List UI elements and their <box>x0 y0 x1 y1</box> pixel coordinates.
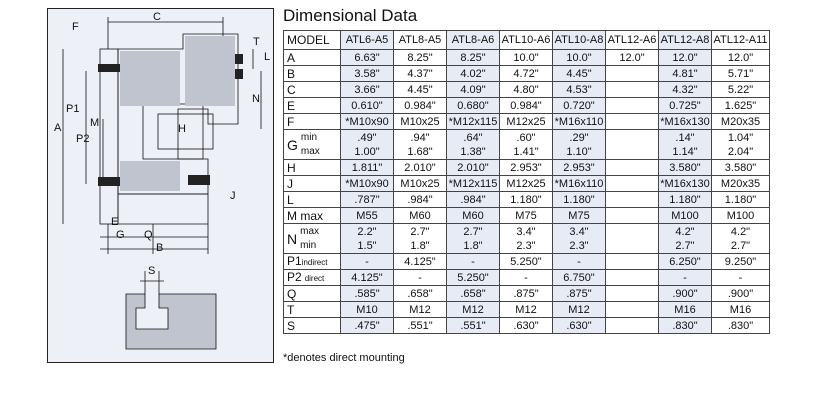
table-cell: 12.0" <box>712 50 770 66</box>
table-row <box>284 192 770 208</box>
table-cell-value: 2.3" <box>516 239 536 252</box>
table-cell: 0.725" <box>659 98 712 114</box>
table-cell: M55 <box>341 208 394 224</box>
table-cell: 0.720" <box>553 98 606 114</box>
table-cell: .830" <box>712 318 770 334</box>
footnote: *denotes direct mounting <box>283 352 405 364</box>
table-cell: 2.953" <box>500 160 553 176</box>
table-cell <box>553 130 606 160</box>
table-cell-value: 4.2" <box>730 225 751 238</box>
table-cell-value: 1.41" <box>513 145 539 158</box>
table-cell: .630" <box>500 318 553 334</box>
row-label <box>284 224 341 254</box>
table-cell-value: 3.4" <box>516 225 536 238</box>
model-col-header: ATL6-A5 <box>341 31 394 50</box>
table-cell: .475" <box>341 318 394 334</box>
table-cell: 1.180" <box>500 192 553 208</box>
row-label-text: P1 <box>287 253 302 268</box>
table-cell: - <box>553 254 606 270</box>
table-row <box>284 130 770 160</box>
row-label-text: A <box>287 50 296 65</box>
label-M: M <box>90 117 100 129</box>
row-label <box>284 160 341 176</box>
table-cell: 4.32" <box>659 82 712 98</box>
table-row <box>284 302 770 318</box>
table-row <box>284 82 770 98</box>
table-cell: 4.45" <box>394 82 447 98</box>
table-cell: 2.953" <box>553 160 606 176</box>
page-title: Dimensional Data <box>283 6 418 25</box>
table-cell-value: 1.00" <box>354 145 380 158</box>
table-cell: M60 <box>447 208 500 224</box>
table-cell: 1.180" <box>659 192 712 208</box>
table-cell: 0.984" <box>500 98 553 114</box>
table-cell <box>606 66 659 82</box>
label-A: A <box>54 122 62 134</box>
table-cell <box>500 224 553 254</box>
table-row <box>284 208 770 224</box>
table-cell: 6.750" <box>553 270 606 286</box>
row-label-sub <box>301 131 320 159</box>
table-cell <box>341 130 394 160</box>
table-cell: M100 <box>659 208 712 224</box>
table-cell: M12x25 <box>500 176 553 192</box>
table-cell: .830" <box>659 318 712 334</box>
row-label-text: P2 <box>287 269 302 284</box>
table-cell: M10x25 <box>394 176 447 192</box>
table-cell <box>606 98 659 114</box>
table-cell <box>341 224 394 254</box>
table-cell-value: 2.04" <box>727 145 754 158</box>
label-C: C <box>153 11 161 23</box>
table-cell: M12 <box>447 302 500 318</box>
row-label <box>284 302 341 318</box>
table-cell-value: 2.3" <box>569 239 589 252</box>
header-row <box>284 31 770 50</box>
row-label <box>284 82 341 98</box>
model-col-header: ATL10-A6 <box>500 31 553 50</box>
table-cell <box>712 224 770 254</box>
table-cell <box>447 224 500 254</box>
row-label-sub-item: min <box>300 131 318 143</box>
table-cell: 9.250" <box>712 254 770 270</box>
table-cell: 5.71" <box>712 66 770 82</box>
table-cell: 5.250" <box>500 254 553 270</box>
table-cell: 10.0" <box>553 50 606 66</box>
table-cell: M16 <box>712 302 770 318</box>
row-label-main: N <box>287 230 298 247</box>
label-J: J <box>230 190 236 202</box>
table-cell: 2.010" <box>447 160 500 176</box>
row-label-sub-item: max <box>300 145 320 157</box>
table-cell: 4.45" <box>553 66 606 82</box>
row-label-text: B <box>287 66 296 81</box>
table-cell: *M10x90 <box>341 176 394 192</box>
table-cell: 4.81" <box>659 66 712 82</box>
table-cell: .551" <box>447 318 500 334</box>
table-cell-value: 1.5" <box>357 239 377 252</box>
table-cell: 1.180" <box>553 192 606 208</box>
row-label <box>284 318 341 334</box>
row-label-text: S <box>287 318 296 333</box>
model-header: MODEL <box>284 31 341 50</box>
table-cell <box>606 160 659 176</box>
table-cell-value: 2.2" <box>357 225 377 238</box>
model-col-header: ATL12-A6 <box>606 31 659 50</box>
table-cell: - <box>500 270 553 286</box>
row-label-text: L <box>287 192 294 207</box>
label-B: B <box>156 242 164 254</box>
label-L: L <box>264 51 271 63</box>
row-label-text: Q <box>287 286 297 301</box>
table-cell: 1.180" <box>712 192 770 208</box>
table-row <box>284 114 770 130</box>
table-cell: 4.09" <box>447 82 500 98</box>
dimensional-data-table <box>283 30 770 334</box>
row-label-text: J <box>287 176 293 191</box>
table-row <box>284 318 770 334</box>
row-label <box>284 66 341 82</box>
table-cell: *M16x130 <box>660 177 710 190</box>
table-cell-value: .29" <box>569 131 589 144</box>
table-cell: M10x25 <box>394 114 447 130</box>
model-col-header: ATL12-A8 <box>659 31 712 50</box>
table-cell: 3.66" <box>341 82 394 98</box>
table-cell: *M10x90 <box>341 114 394 130</box>
model-col-header: ATL10-A8 <box>553 31 606 50</box>
row-label <box>284 270 341 286</box>
table-cell-value: 2.7" <box>730 239 751 252</box>
table-cell <box>606 114 659 130</box>
table-cell-value: 1.8" <box>463 239 483 252</box>
table-cell: .984" <box>447 192 500 208</box>
table-row <box>284 176 770 192</box>
table-cell: M12x25 <box>500 114 553 130</box>
table-cell: - <box>447 254 500 270</box>
table-cell-value: .60" <box>516 131 536 144</box>
table-cell: - <box>341 254 394 270</box>
row-label-sub-item: min <box>300 239 317 251</box>
table-cell: *M12x115 <box>447 176 500 192</box>
table-cell: .984" <box>394 192 447 208</box>
row-label-sub-item: max <box>300 225 320 237</box>
table-cell-value: 4.2" <box>675 225 695 238</box>
model-col-header: ATL8-A5 <box>394 31 447 50</box>
table-cell: 12.0" <box>659 50 712 66</box>
table-cell: M12 <box>553 302 606 318</box>
table-cell: .900" <box>659 286 712 302</box>
label-S: S <box>148 265 156 277</box>
table-cell: M75 <box>500 208 553 224</box>
model-col-header: ATL8-A6 <box>447 31 500 50</box>
table-cell: - <box>712 270 770 286</box>
table-cell-value: .14" <box>675 131 695 144</box>
table-cell <box>394 130 447 160</box>
table-cell: M12 <box>394 302 447 318</box>
table-cell: .900" <box>712 286 770 302</box>
label-G: G <box>116 229 125 241</box>
table-cell: M20x35 <box>712 114 770 130</box>
table-cell <box>712 130 770 160</box>
table-cell <box>606 224 659 254</box>
table-cell: 0.680" <box>447 98 500 114</box>
table-cell: 1.811" <box>341 160 394 176</box>
row-label <box>284 98 341 114</box>
table-cell <box>606 254 659 270</box>
row-label-suffix: indirect <box>301 257 328 267</box>
table-cell: M75 <box>553 208 606 224</box>
label-N: N <box>252 93 260 105</box>
table-row <box>284 286 770 302</box>
cross-section-diagram <box>48 9 275 364</box>
table-cell: 4.72" <box>500 66 553 82</box>
row-label-text: H <box>287 160 296 175</box>
table-cell-value: 1.04" <box>727 131 754 144</box>
row-label-suffix: direct <box>304 273 325 283</box>
table-cell: 4.125" <box>394 254 447 270</box>
label-T: T <box>253 36 260 48</box>
technical-drawing <box>47 8 274 363</box>
table-cell: *M16x130 <box>660 115 710 128</box>
table-cell: *M16x110 <box>553 176 606 192</box>
table-cell: 1.625" <box>712 98 770 114</box>
table-cell-value: 2.7" <box>463 225 483 238</box>
row-label <box>284 286 341 302</box>
table-cell: 3.580" <box>712 160 770 176</box>
table-cell: 12.0" <box>606 50 659 66</box>
table-cell <box>606 176 659 192</box>
row-label-sub <box>300 225 319 253</box>
table-row <box>284 224 770 254</box>
table-cell: M60 <box>394 208 447 224</box>
table-cell: 3.58" <box>341 66 394 82</box>
table-cell: 8.25" <box>447 50 500 66</box>
label-H: H <box>178 123 186 135</box>
table-cell <box>606 208 659 224</box>
table-cell: *M12x115 <box>447 114 500 130</box>
table-cell: 4.37" <box>394 66 447 82</box>
table-cell <box>394 224 447 254</box>
row-label <box>284 130 341 160</box>
table-cell-value: .64" <box>463 131 483 144</box>
table-cell: .658" <box>447 286 500 302</box>
table-row <box>284 270 770 286</box>
table-cell-value: 1.14" <box>672 145 698 158</box>
table-cell: *M16x110 <box>553 114 606 130</box>
table-cell: 6.250" <box>659 254 712 270</box>
table-cell: 5.22" <box>712 82 770 98</box>
table-cell-value: 3.4" <box>569 225 589 238</box>
table-cell: M12 <box>500 302 553 318</box>
row-label <box>284 176 341 192</box>
table-cell: 4.125" <box>341 270 394 286</box>
table-cell: 4.53" <box>553 82 606 98</box>
table-cell: 5.250" <box>447 270 500 286</box>
table-cell: 3.580" <box>659 160 712 176</box>
row-label-text: F <box>287 114 295 129</box>
row-label-main: G <box>287 136 298 153</box>
table-cell: M100 <box>712 208 770 224</box>
table-cell: .875" <box>500 286 553 302</box>
table-cell-value: 1.38" <box>460 145 486 158</box>
row-label-text: C <box>287 82 296 97</box>
table-cell: .630" <box>553 318 606 334</box>
table-row <box>284 66 770 82</box>
table-cell-value: 1.8" <box>410 239 430 252</box>
table-cell: 8.25" <box>394 50 447 66</box>
table-cell: 6.63" <box>341 50 394 66</box>
table-cell <box>553 224 606 254</box>
row-label <box>284 208 341 224</box>
table-cell <box>606 192 659 208</box>
table-cell <box>606 302 659 318</box>
table-cell: - <box>394 270 447 286</box>
row-label <box>284 50 341 66</box>
table-cell: 0.610" <box>341 98 394 114</box>
table-cell: M20x35 <box>712 176 770 192</box>
label-P1: P1 <box>66 103 80 115</box>
table-cell <box>500 130 553 160</box>
table-cell-value: .94" <box>410 131 430 144</box>
table-cell: 4.80" <box>500 82 553 98</box>
table-row <box>284 160 770 176</box>
table-cell: .875" <box>553 286 606 302</box>
table-cell: - <box>659 270 712 286</box>
table-cell <box>447 130 500 160</box>
table-cell: 10.0" <box>500 50 553 66</box>
table-cell: .585" <box>341 286 394 302</box>
table-cell: M10 <box>341 302 394 318</box>
model-col-header: ATL12-A11 <box>712 31 770 50</box>
table-cell: 4.02" <box>447 66 500 82</box>
label-Q: Q <box>144 229 153 241</box>
table-cell: 2.010" <box>394 160 447 176</box>
table-cell <box>606 286 659 302</box>
row-label <box>284 192 341 208</box>
table-cell-value: .49" <box>357 131 377 144</box>
row-label-text: T <box>287 302 295 317</box>
table-cell: .658" <box>394 286 447 302</box>
table-cell: .551" <box>394 318 447 334</box>
label-E: E <box>111 216 119 228</box>
table-cell: 0.984" <box>394 98 447 114</box>
row-label-text: M max <box>287 208 323 223</box>
table-cell <box>659 130 712 160</box>
label-F: F <box>72 21 79 33</box>
table-cell: .787" <box>341 192 394 208</box>
row-label <box>284 114 341 130</box>
row-label <box>284 254 341 270</box>
table-row <box>284 98 770 114</box>
table-cell-value: 2.7" <box>410 225 430 238</box>
table-cell: M16 <box>659 302 712 318</box>
row-label-text: E <box>287 98 296 113</box>
table-cell <box>606 130 659 160</box>
table-row <box>284 254 770 270</box>
table-row <box>284 50 770 66</box>
table-cell <box>606 82 659 98</box>
table-cell-value: 1.68" <box>407 145 433 158</box>
table-cell <box>659 224 712 254</box>
table-cell <box>606 318 659 334</box>
label-P2: P2 <box>76 133 90 145</box>
table-cell-value: 2.7" <box>675 239 695 252</box>
table-cell <box>606 270 659 286</box>
table-cell-value: 1.10" <box>566 145 592 158</box>
